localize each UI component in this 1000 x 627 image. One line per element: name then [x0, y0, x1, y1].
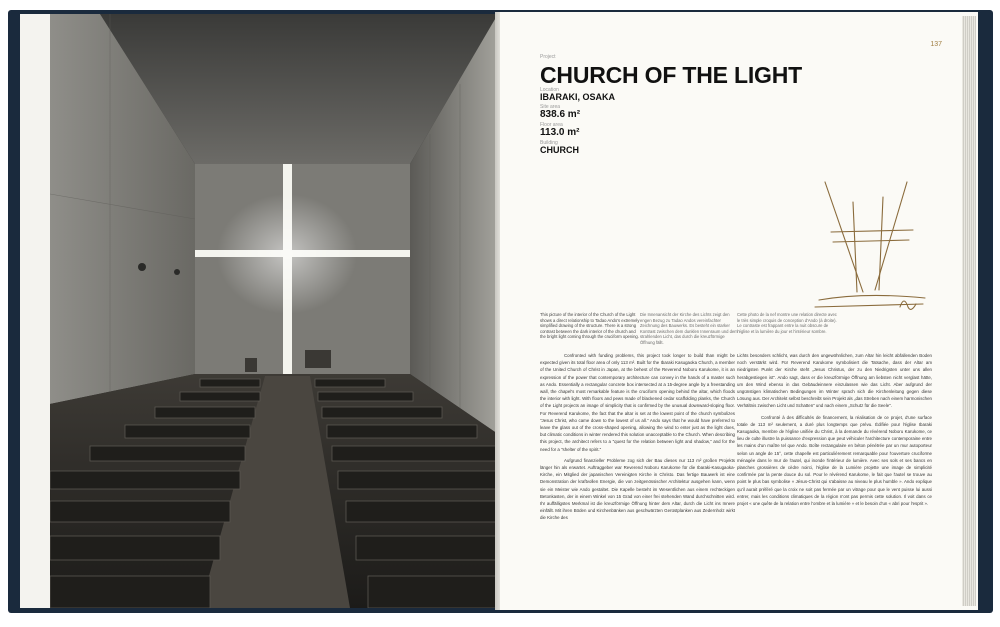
site-area-label: Site area [540, 104, 561, 110]
caption-french: Cette photo de la nef montre une relation directe avec le très simple croquis de conception d'Ando (à droite). Le contraste est frappant entre la nuit obscure de l'église et la lumière du jour et l'intérieur sombre. [737, 312, 837, 334]
floor-area-label: Floor area [540, 122, 563, 128]
body-column-left [540, 352, 735, 602]
right-page [500, 12, 978, 610]
caption-english: This picture of the interior of the Church of the Light shows a direct relationship to Tadao Ando's extremely simplified drawing of the structure. There is a strong contrast between the dark interior of the church and the bright light coming through the cruciform opening. [540, 312, 640, 340]
body-text-french: Confronté à des difficultés de financement, la réalisation de ce projet, d'une surface totale de 113 m² seulement, a duré plus longtemps que prévu. Édifiée pour l'église Ibaraki Kasugaoka, membre de l'église unifiée du Christ, à la demande du révérend Noboru Karukome, ce lieu de culte illustre la puissance d'expression que peut véhiculer l'architecture contemporaine entre les mains d'un maître tel que Ando. Boîte rectangulaire en béton pénétrée par un mur autoporteur selon un angle de 15°, cette chapelle est particulièrement remarquable pour l'ouverture cruciforme ménagée dans le mur de l'autel, qui inonde l'intérieur de lumière. Avec ses sols et ses bancs en planches grossières de cèdre noirci, l'église de la Lumière projette une image de simplicité confirmée par la pente douce du sol. Pour le révérend Karukome, le fait que l'autel se trouve au point le plus bas symbolise « Jésus-Christ qui s'abaisse au niveau le plus humble ». Ando explique qu'il aurait préféré que la croix ne soit pas fermée par un vitrage pour que le vent puisse lui aussi entrer, mais les conditions climatiques de la région n'ont pas permis cette solution. Il voit dans ce projet « une quête de la relation entre l'ombre et la lumière » et le besoin d'un « abri pour l'esprit ». [737, 414, 932, 507]
page-edges [962, 16, 976, 606]
body-text-english: Confronted with funding problems, this project took longer to build than might be expected given its total floor area of only 113 m². Built for the Ibaraki Kasugaoka Church, a member of the United Church of Christ in Japan, at the behest of the Reverend Noboru Karukome, it is an expression of the power that contemporary architecture can convey in the hands of a master such as Ando. Essentially a rectangular concrete box intersected at a 15-degree angle by a freestanding wall, the chapel's most remarkable feature is the cruciform opening behind the altar, which floods the interior with light. With floors and pews made of blackened cedar scaffolding planks, the Church of the Light projects an image of simplicity that is confirmed by the unusual downward-sloping floor. For Reverend Karukome, the fact that the altar is set at the lowest point of the church symbolizes "Jesus Christ, who came down to the lowest of us all." Ando says that he would have preferred to leave the glass out of the cross-shaped opening, allowing the wind to enter just as the light does, but climatic conditions in winter rendered this solution unacceptable to the Church. When describing this project, the architect refers to a "quest for the relation between light and shadow," and for the need for a "shelter of the spirit." [540, 353, 735, 452]
location-label: Location [540, 87, 559, 93]
page-number: 137 [930, 41, 942, 48]
body-text-german-end: Lichts besonders schlicht, was durch den ungewöhnlichen, zum Altar hin leicht abfallenden Boden noch verstärkt wird. Für Reverend Karukome symbolisiert die Tatsache, dass der Altar am niedrigsten Punkt der Kirche steht „Jesus Christus, der zu den Niedrigsten unter uns allen herabgestiegen ist". Ando sagt, dass er die kreuzförmige Öffnung am liebsten nicht verglast hätte, um den Wind ebenso in das Gebäudeinnere einzulassen wie das Licht. Aber aufgrund der ungünstigen klimatischen Bedingungen im Winter sprach sich die Kirchenleitung gegen diese Lösung aus. Der Architekt selbst beschreibt sein Projekt als „das Streben nach einem harmonischen Verhältnis zwischen Licht und Schatten" und nach einem „Schutz für die Seele". [737, 353, 932, 409]
site-area-value: 838.6 m² [540, 109, 581, 120]
building-type-label: Building [540, 140, 558, 146]
building-type-value: CHURCH [540, 145, 579, 155]
architect-sketch [805, 172, 935, 322]
left-page [20, 14, 498, 608]
body-column-right [737, 352, 932, 602]
floor-area-value: 113.0 m² [540, 127, 580, 138]
project-title: CHURCH OF THE LIGHT [540, 62, 802, 88]
project-label: Project [540, 54, 556, 60]
church-interior-photo [50, 14, 498, 608]
location-value: IBARAKI, OSAKA [540, 92, 616, 102]
caption-german: Die Innenansicht der Kirche des Lichts zeigt den engen Bezug zu Tadao Andos vereinfachter Zeichnung des Bauwerks. Es besteht ein starker Kontrast zwischen dem dunklen Innenraum und dem strahlenden Licht, das durch die kreuzförmige Öffnung fällt. [640, 312, 738, 345]
body-text-german-start: Aufgrund finanzieller Probleme zog sich der Bau dieses nur 113 m² großen Projekts länger hin als erwartet. Auftraggeber war Reverend Noboru Karukome für die Ibaraki-Kasugaoka-Kirche, ein Mitglied der japanischen Vereinigten Kirche in Christo. Das fertige Bauwerk ist eine Demonstration der kraftvollen Energie, die von zeitgenössischer Architektur ausgehen kann, wenn sie ein Meister wie Ando gestaltet. Die Kapelle besteht im Wesentlichen aus einem rechteckigen Betonkasten, der in einem Winkel von 15 Grad von einer frei stehenden Wand durchschnitten wird. Ihr auffälligstes Merkmal ist die kreuzförmige Öffnung hinter dem Altar, durch die Licht ins Innere einfällt. Mit ihren Böden und Kirchenbänken aus geschwärzten Gerüstplanken aus Zedernholz wirkt die Kirche des [540, 457, 735, 521]
church-interior-illustration [50, 14, 498, 608]
